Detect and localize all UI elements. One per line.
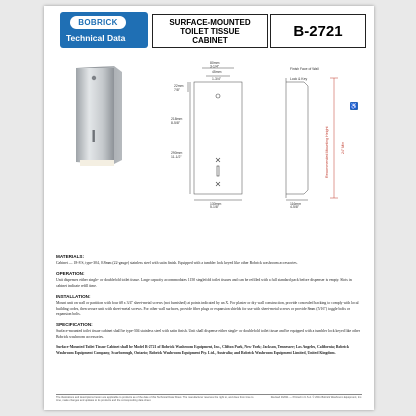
product-photo bbox=[70, 64, 126, 168]
footer-disclaimer: The illustrations and descriptions herein are applicable to products as of the date of this Technical Data Sheet. The manufacturer reserves the right to, and does from time to time, make changes and updates to its products and the corresponding data sheet. bbox=[56, 396, 254, 403]
section-body: Mount unit on wall or partition with four #8 x 3/4" sheet-metal screws (not furnished) at points indicated by an X. For plaster or dry wall construction, provide concealed backing to comply with local building codes, then secure unit with sheet-metal screws. For other wall surfaces, provide fiber plugs or expansion shields for use with sheet-metal screws or provide 8mm (5/16") toggle bolts or expansion bolts. bbox=[56, 301, 359, 317]
dim-label: 130mm bbox=[210, 202, 222, 206]
dim-label: 45mm bbox=[212, 70, 222, 74]
dim-label: 3-1/4" bbox=[210, 64, 219, 69]
dim-label: 116mm bbox=[290, 202, 302, 206]
brand-name: BOBRICK bbox=[70, 16, 126, 29]
product-title-line: TOILET TISSUE bbox=[180, 26, 240, 36]
dim-label: 218mm bbox=[171, 117, 183, 121]
dim-label: 4-5/8" bbox=[290, 205, 299, 208]
specification-statement: Surface-Mounted Toilet Tissue Cabinet shall be Model B-2721 of Bobrick Washroom Equipment, Inc., Clifton Park, New York; Jackson, Tennessee; Los Angeles, California; Bobrick Washroom Equipment Company, Scarborough, Ontario; Bobrick Washroom Equipment Pty. Ltd., Australia; and Bobrick Washroom Equipment Limited, United Kingdom. bbox=[56, 345, 350, 355]
section-body: Cabinet — 18-8 S, type-304, 0.8mm (22-gauge) stainless steel with satin finish. Equipped with a tumbler lock keyed like other Bobrick washroom accessories. bbox=[56, 261, 298, 265]
section-heading: INSTALLATION: bbox=[56, 294, 91, 300]
footer-revision: Revised 3/2011 — Printed in U.S.A. © 2011 Bobrick Washroom Equipment, Inc. bbox=[270, 396, 362, 399]
specification-text bbox=[56, 254, 362, 361]
spec-sheet bbox=[44, 6, 374, 410]
product-title bbox=[152, 14, 268, 48]
dim-label: 11-1/2" bbox=[171, 155, 182, 159]
section-heading: SPECIFICATION: bbox=[56, 322, 93, 328]
finish-face-label: Finish Face of Wall bbox=[290, 67, 319, 71]
section-body: Unit dispenses either single- or doublefold toilet tissue. Large capacity accommodates 1150 singlefold toilet tissues and can be refilled with a full standard pack before dispenser is empty. Slots in cabinet indicate refill time. bbox=[56, 278, 352, 288]
section-heading: MATERIALS: bbox=[56, 254, 84, 259]
product-title-line: CABINET bbox=[192, 35, 228, 45]
dim-label: 290mm bbox=[171, 151, 183, 155]
doc-type-label: Technical Data bbox=[66, 33, 126, 43]
product-title-line: SURFACE-MOUNTED bbox=[169, 17, 251, 27]
section-heading: OPERATION: bbox=[56, 271, 85, 277]
lock-key-label: Lock & Key bbox=[290, 77, 308, 81]
dim-label: 7/8" bbox=[174, 88, 180, 92]
side-view-drawing bbox=[256, 58, 360, 208]
front-view-drawing bbox=[154, 58, 264, 208]
wheelchair-accessible-icon: ♿ bbox=[350, 103, 358, 110]
dim-label: 5-1/8" bbox=[210, 205, 219, 208]
dim-label: 80mm bbox=[210, 61, 220, 65]
footer bbox=[56, 394, 362, 403]
mounting-height-value: 24" Min bbox=[341, 141, 345, 154]
header bbox=[44, 6, 374, 50]
brand-logo bbox=[60, 12, 148, 48]
dim-label: 8-5/8" bbox=[171, 121, 180, 125]
dim-label: 1-3/4" bbox=[212, 77, 221, 81]
section-body: Surface-mounted toilet tissue cabinet shall be type-304 stainless steel with satin finish. Unit shall dispense either single- or doublefold toilet tissue and be equipped with a tumbler lock keyed like other Bobrick washroom accessories. bbox=[56, 329, 360, 339]
model-number: B-2721 bbox=[270, 14, 366, 48]
mounting-height-note: Recommended Mounting Height bbox=[325, 126, 329, 178]
dim-label: 22mm bbox=[174, 84, 184, 88]
